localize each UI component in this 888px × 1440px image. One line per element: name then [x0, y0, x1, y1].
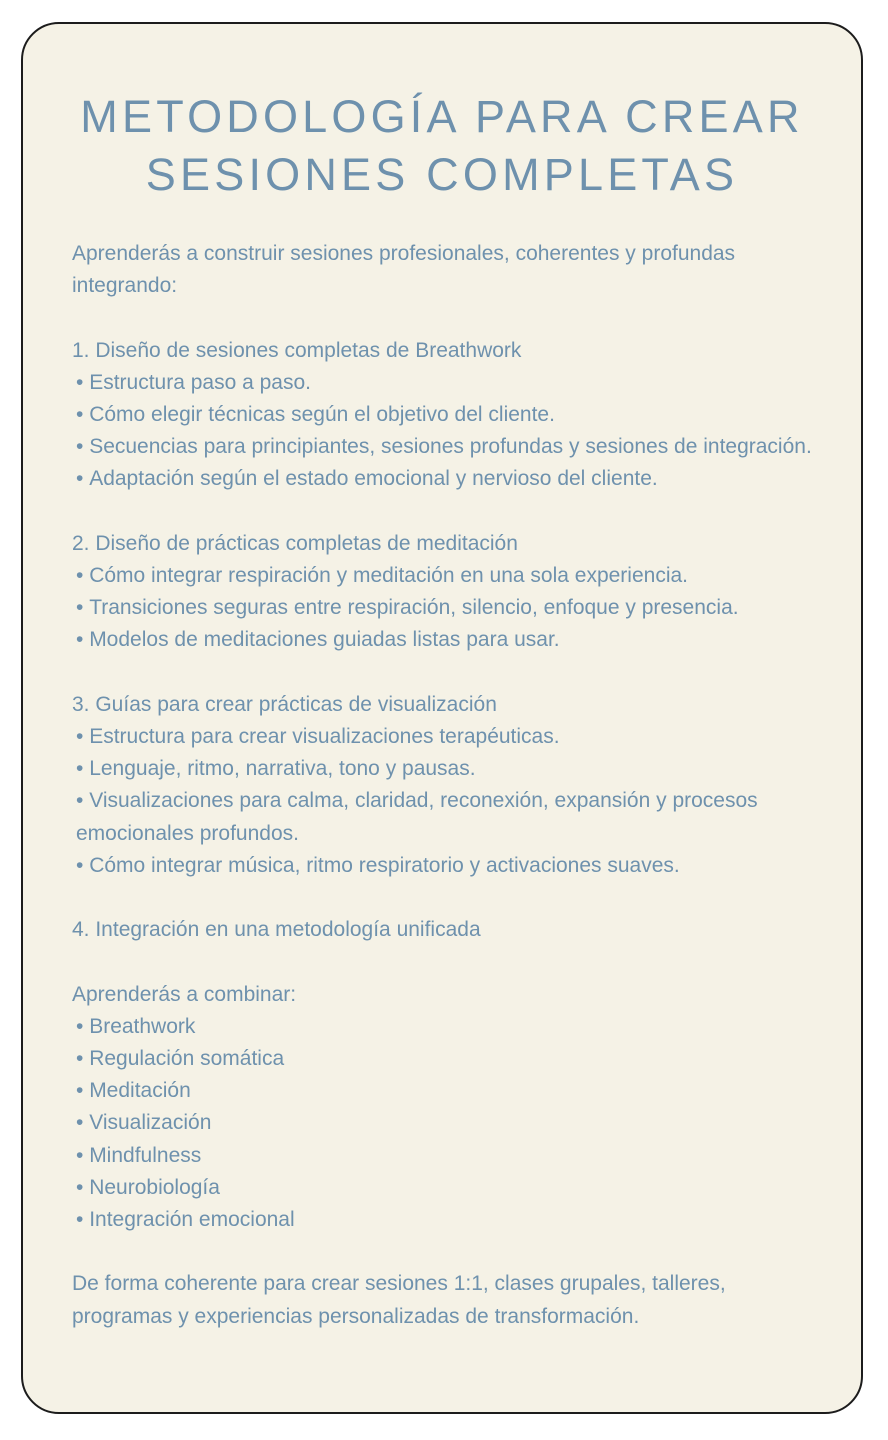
section-2-bullet-2: • Transiciones seguras entre respiración, silencio, enfoque y presencia. [72, 592, 812, 624]
combine-lead: Aprenderás a combinar: [72, 982, 297, 1006]
combine-item-5: • Mindfulness [72, 1140, 812, 1172]
section-4-heading: 4. Integración en una metodología unificada [72, 918, 481, 942]
section-3-bullet-3: • Visualizaciones para calma, claridad, reconexión, expansión y procesos emocionales profundos. [72, 785, 812, 849]
content-body [72, 238, 812, 1333]
content-card [21, 22, 863, 1414]
spacer [72, 946, 812, 978]
title-line-2: SESIONES COMPLETAS [145, 149, 739, 200]
section-1-bullet-4: • Adaptación según el estado emocional y nervioso del cliente. [72, 463, 812, 495]
section-3-bullet-4: • Cómo integrar música, ritmo respiratorio y activaciones suaves. [72, 850, 812, 882]
title-line-1: METODOLOGÍA PARA CREAR [80, 91, 804, 142]
section-1-bullet-3: • Secuencias para principiantes, sesiones profundas y sesiones de integración. [72, 431, 812, 463]
combine-item-6: • Neurobiología [72, 1172, 812, 1204]
combine-item-1: • Breathwork [72, 1011, 812, 1043]
spacer [72, 882, 812, 914]
section-2-bullet-3: • Modelos de meditaciones guiadas listas para usar. [72, 624, 812, 656]
page-title [23, 24, 861, 204]
section-3-bullet-1: • Estructura para crear visualizaciones terapéuticas. [72, 721, 812, 753]
section-3-bullet-2: • Lenguaje, ritmo, narrativa, tono y pausas. [72, 753, 812, 785]
combine-item-7: • Integración emocional [72, 1204, 812, 1236]
section-2-bullet-1: • Cómo integrar respiración y meditación en una sola experiencia. [72, 560, 812, 592]
combine-item-2: • Regulación somática [72, 1043, 812, 1075]
spacer [72, 496, 812, 528]
section-2-heading: 2. Diseño de prácticas completas de meditación [72, 531, 518, 555]
section-1-heading: 1. Diseño de sesiones completas de Breathwork [72, 338, 522, 362]
section-1-bullet-2: • Cómo elegir técnicas según el objetivo del cliente. [72, 399, 812, 431]
closing-text: De forma coherente para crear sesiones 1:1, clases grupales, talleres, programas y experiencias personalizadas de transformación. [72, 1272, 726, 1328]
spacer [72, 1236, 812, 1268]
spacer [72, 657, 812, 689]
spacer [72, 302, 812, 334]
combine-item-4: • Visualización [72, 1107, 812, 1139]
section-3-heading: 3. Guías para crear prácticas de visualización [72, 692, 497, 716]
intro-text: Aprenderás a construir sesiones profesionales, coherentes y profundas integrando: [72, 242, 736, 298]
section-1-bullet-1: • Estructura paso a paso. [72, 367, 812, 399]
combine-item-3: • Meditación [72, 1075, 812, 1107]
